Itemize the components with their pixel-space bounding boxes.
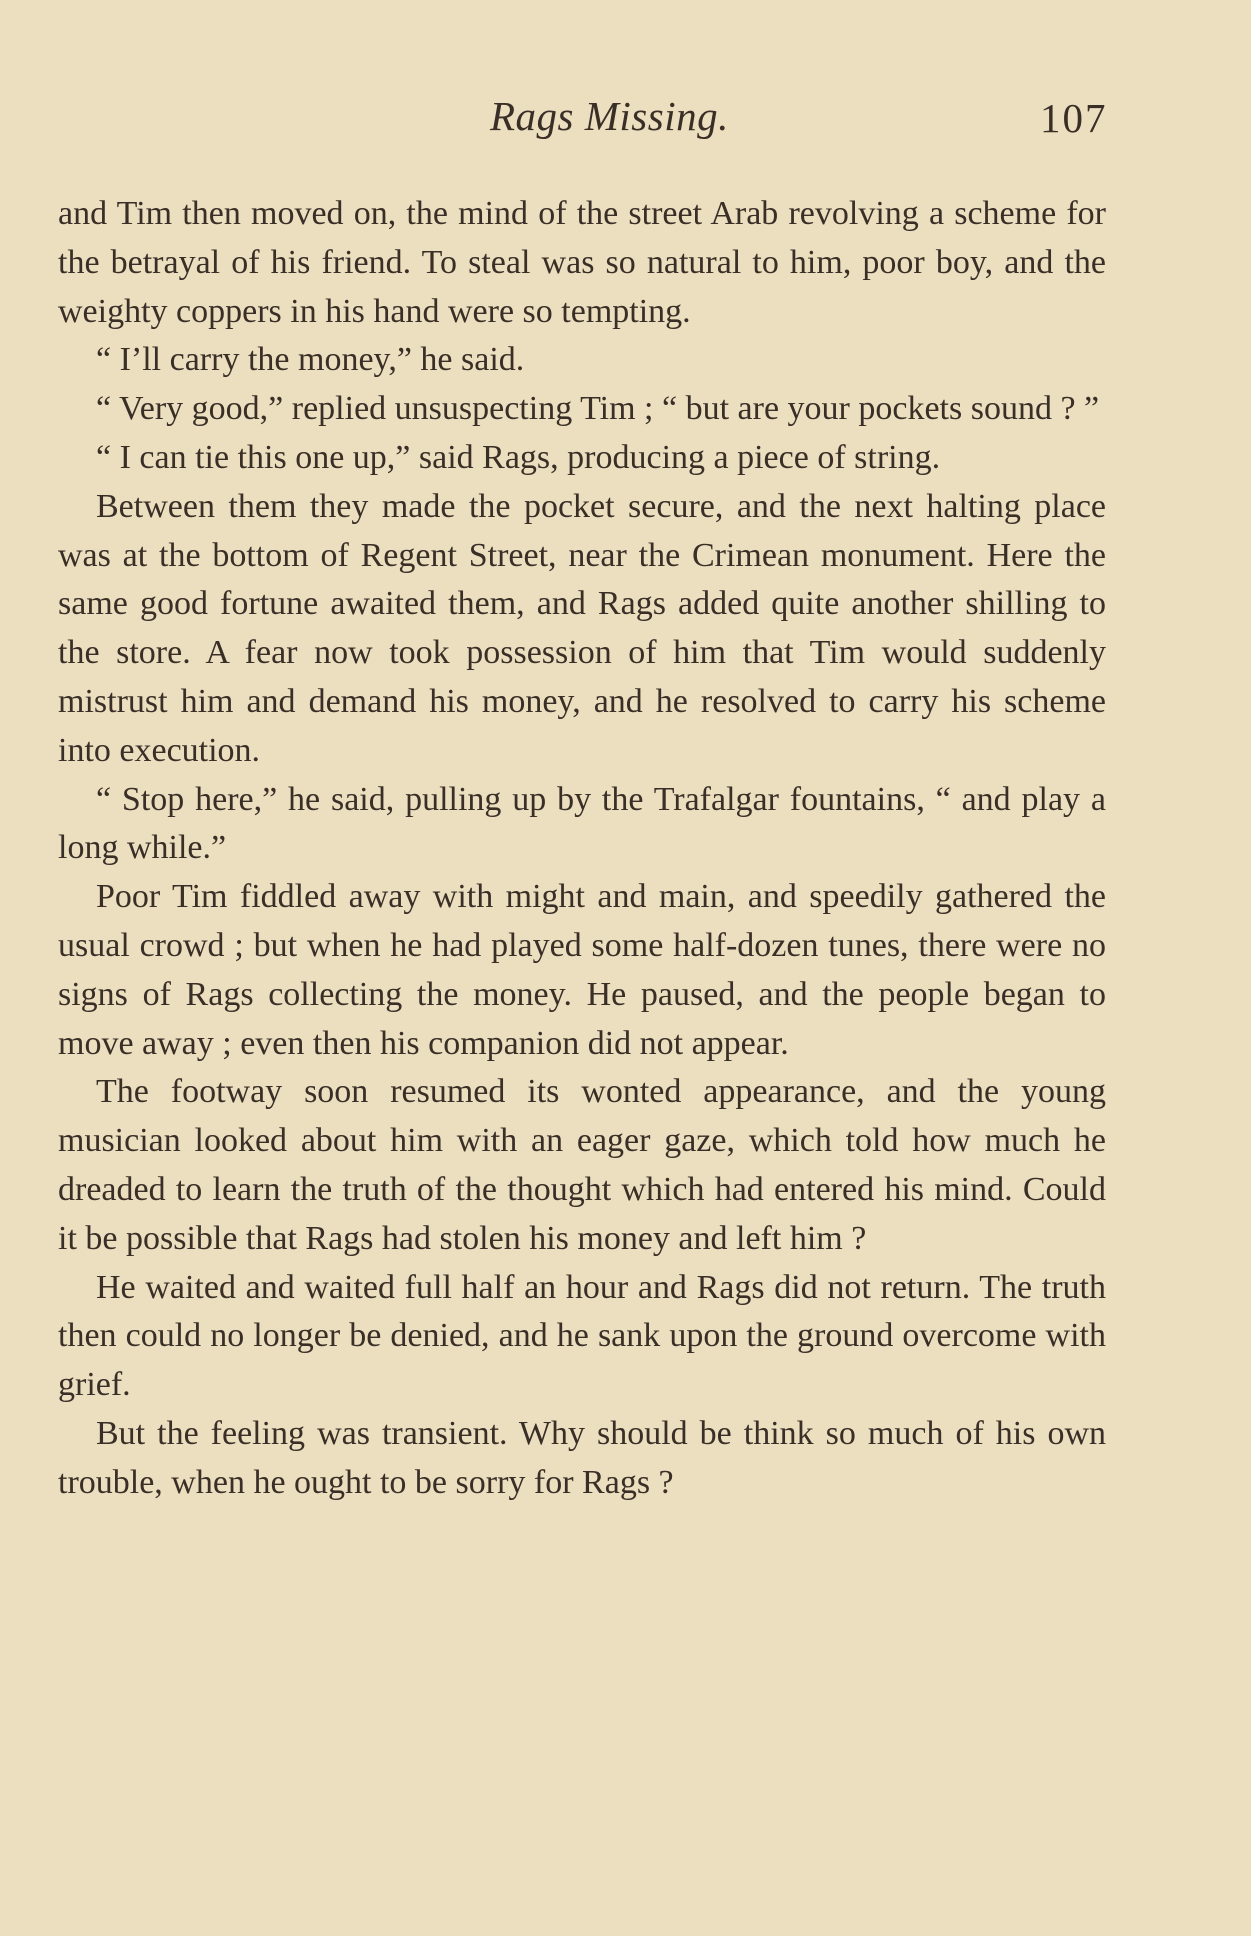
paragraph: and Tim then moved on, the mind of the street Arab revolving a scheme for the betrayal of his friend. To steal was so natural to him, poor boy, and the weighty coppers in his hand were so tempting. <box>58 195 1106 330</box>
paragraph: Between them they made the pocket secure, and the next halting place was at the bottom of Regent Street, near the Crimean monument. Here the same good fortune awaited them, and Rags added quite another shilling to the store. A fear now took possession of him that Tim would suddenly mistrust him and demand his money, and he resolved to carry his scheme into execution. <box>58 487 1106 769</box>
paragraph: But the feeling was transient. Why should be think so much of his own trouble, when he ought to be sorry for Rags ? <box>58 1414 1106 1501</box>
paragraph: “ I’ll carry the money,” he said. <box>96 341 525 379</box>
paragraph: “ Very good,” replied unsuspecting Tim ; “ but are your pockets sound ? ” <box>96 390 1100 428</box>
paragraph: “ Stop here,” he said, pulling up by the Trafalgar fountains, “ and play a long while.” <box>58 780 1106 867</box>
body-text <box>58 190 1106 1508</box>
paragraph: The footway soon resumed its wonted appearance, and the young musician looked about him with an eager gaze, which told how much he dreaded to learn the truth of the thought which had entered his mind. Could it be possible that Rags had stolen his money and left him ? <box>58 1073 1106 1257</box>
page-header <box>0 92 1251 152</box>
paragraph: He waited and waited full half an hour and Rags did not return. The truth then could no longer be denied, and he sank upon the ground overcome with grief. <box>58 1268 1106 1404</box>
paragraph: Poor Tim fiddled away with might and main, and speedily gathered the usual crowd ; but when he had played some half-dozen tunes, there were no signs of Rags collecting the money. He paused, and the people began to move away ; even then his companion did not appear. <box>58 878 1106 1062</box>
page-number: 107 <box>1040 95 1108 141</box>
running-title: Rags Missing. <box>490 93 729 139</box>
paragraph: “ I can tie this one up,” said Rags, producing a piece of string. <box>96 438 941 476</box>
